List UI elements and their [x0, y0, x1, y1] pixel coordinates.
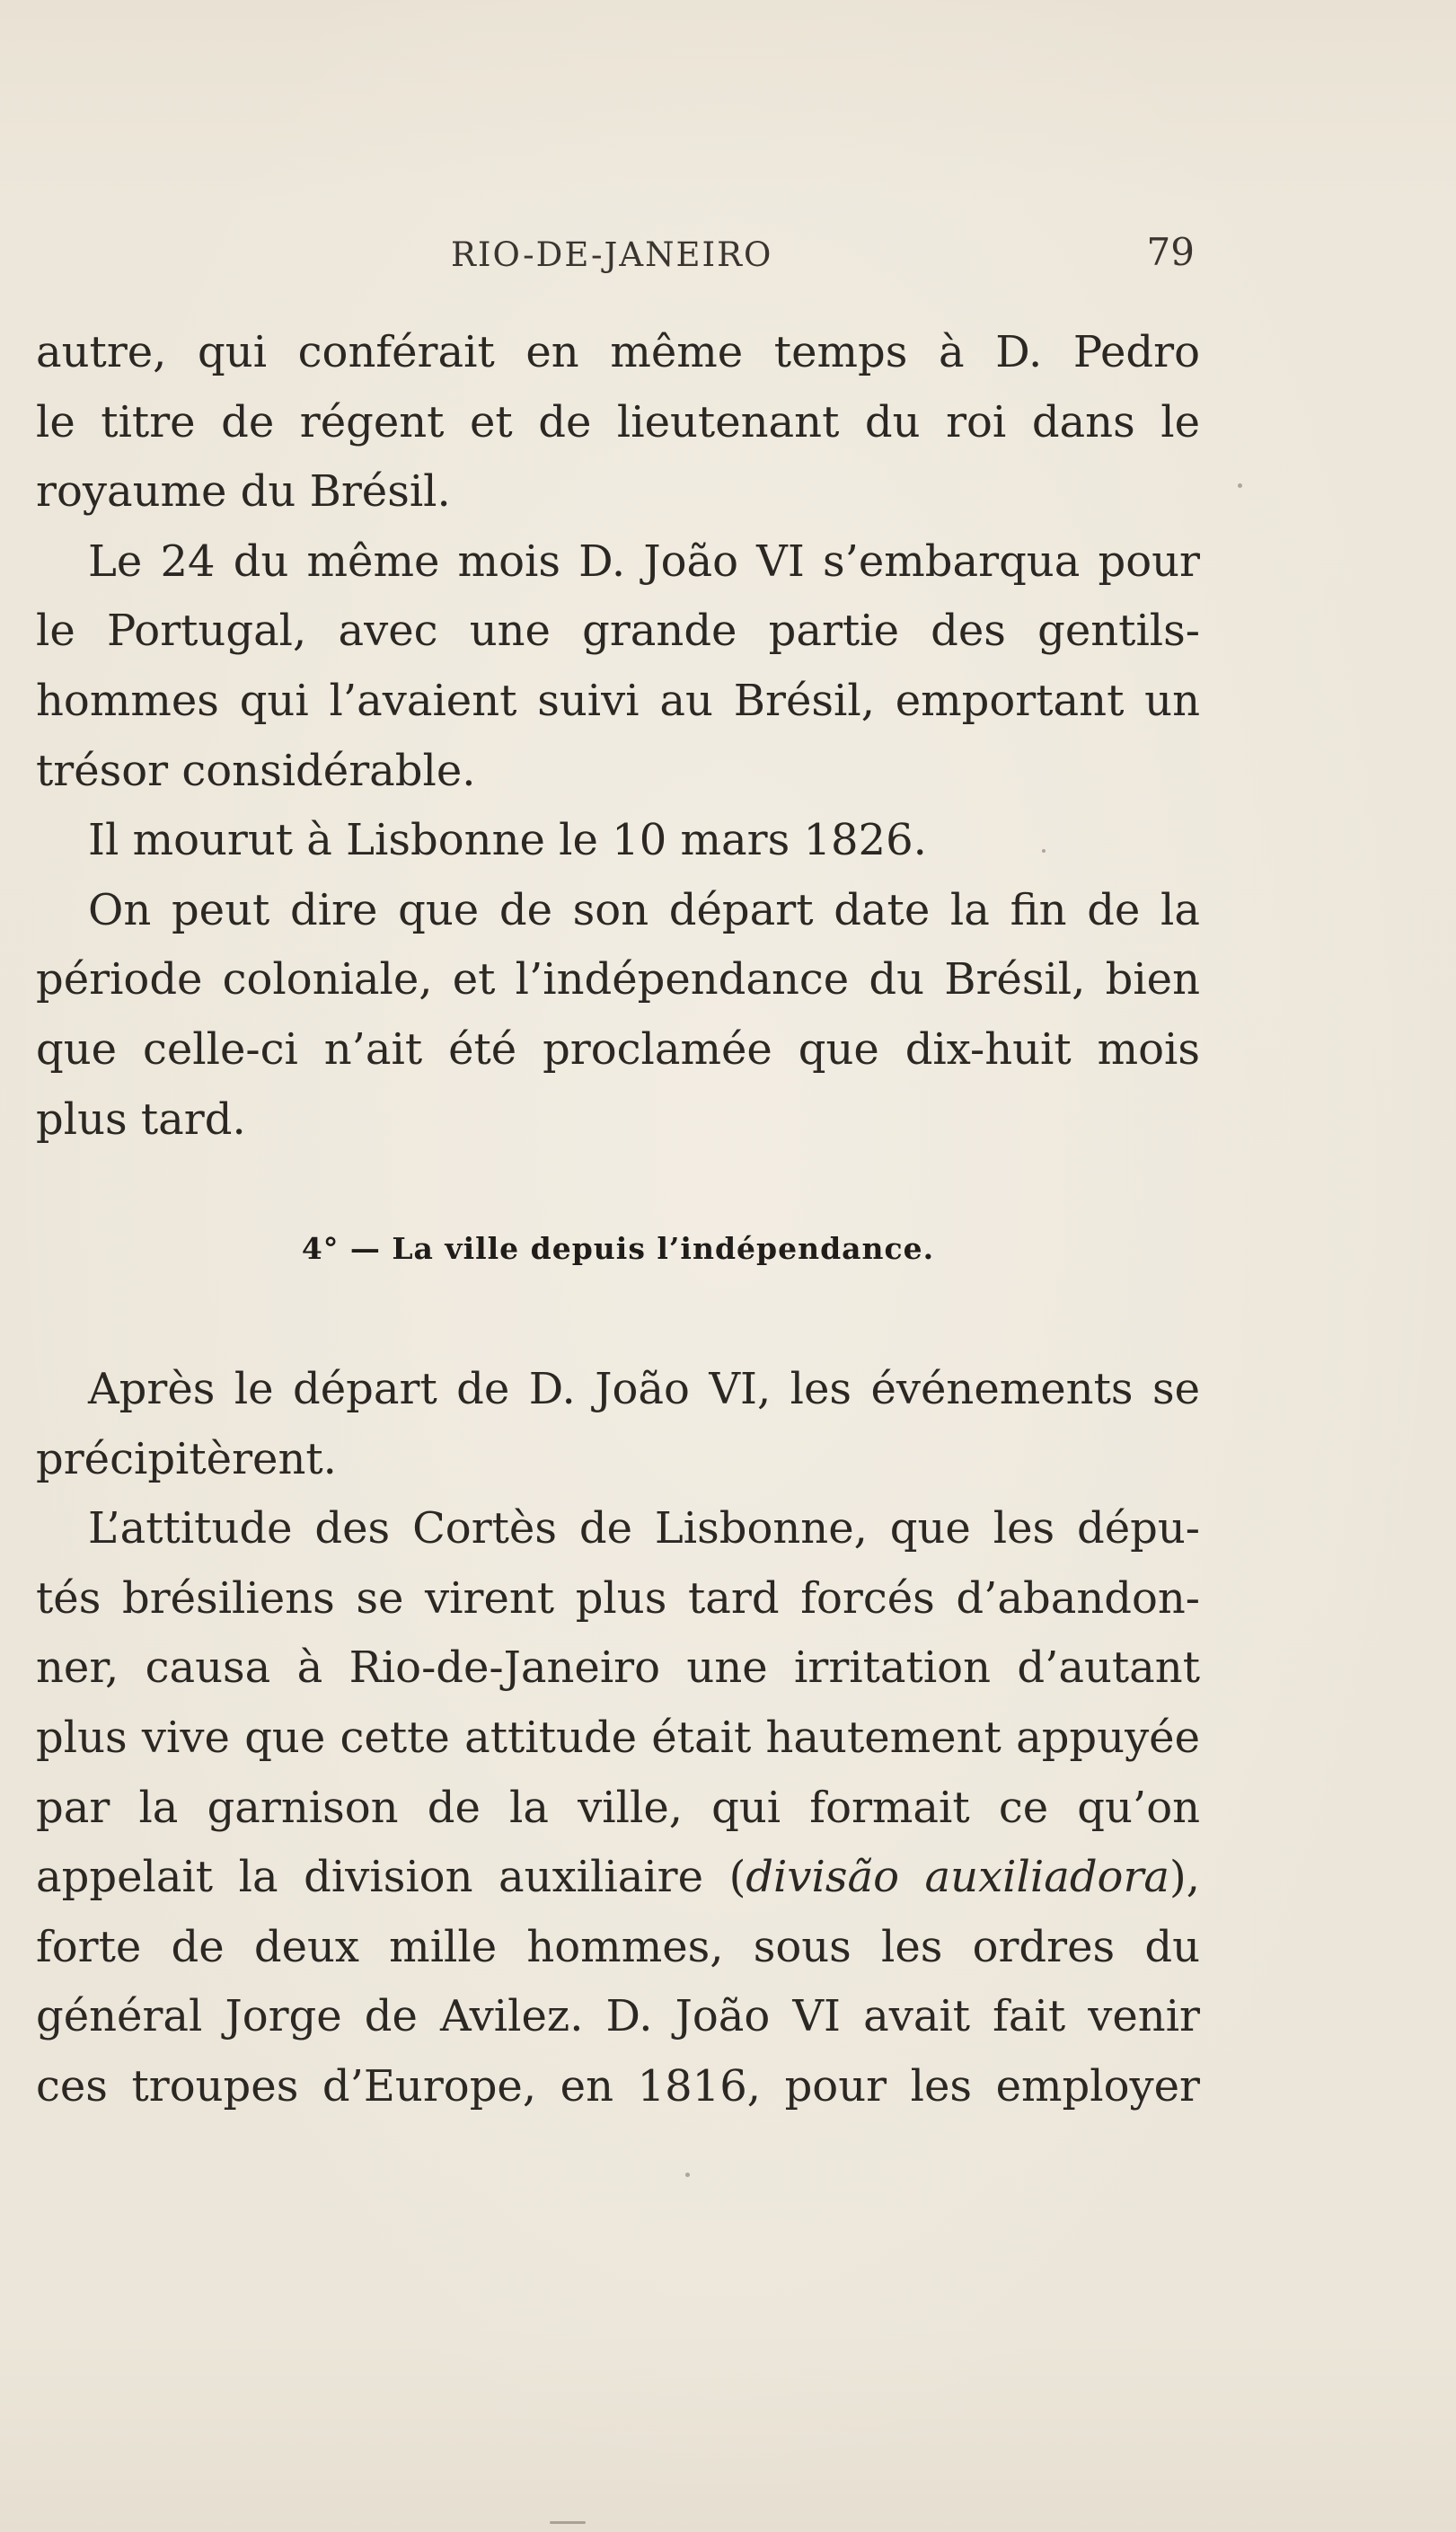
text-block-top: [36, 318, 1200, 1155]
text-segment: appelait la division auxiliaire (: [36, 1852, 746, 1903]
text-line: Après le départ de D. João VI, les événements se: [88, 1364, 1200, 1414]
text-line: Le 24 du même mois D. João VI s’embarqua pour: [88, 536, 1200, 587]
text-line: plus vive que cette attitude était hautement appuyée: [36, 1712, 1200, 1763]
text-line: général Jorge de Avilez. D. João VI avait fait venir: [36, 1991, 1200, 2042]
text-line: le Portugal, avec une grande partie des gentils-: [36, 606, 1200, 657]
text-line: tés brésiliens se virent plus tard forcés d’abandon-: [36, 1572, 1200, 1624]
paper-speck: [1238, 483, 1242, 488]
text-line: plus tard.: [36, 1093, 246, 1145]
paper-speck: [550, 2521, 586, 2524]
text-line: On peut dire que de son départ date la fin de la: [88, 884, 1200, 935]
text-line: Il mourut à Lisbonne le 10 mars 1826.: [88, 815, 927, 866]
text-line: autre, qui conférait en même temps à D. Pedro: [36, 327, 1200, 377]
text-line: que celle-ci n’ait été proclamée que dix-huit mois: [36, 1023, 1200, 1075]
text-line: forte de deux mille hommes, sous les ordres du: [36, 1921, 1200, 1972]
paper-speck: [1042, 849, 1046, 853]
text-line: précipitèrent.: [36, 1433, 337, 1484]
running-head: [36, 230, 1195, 280]
text-line: hommes qui l’avaient suivi au Brésil, emportant un: [36, 675, 1200, 726]
italic-term: divisão auxiliadora: [746, 1852, 1170, 1903]
text-line: L’attitude des Cortès de Lisbonne, que les dépu-: [88, 1503, 1200, 1554]
text-block-bottom: [36, 1355, 1200, 2122]
section-heading: 4° — La ville depuis l’indépendance.: [301, 1231, 935, 1266]
text-line: période coloniale, et l’indépendance du Brésil, bien: [36, 954, 1200, 1005]
page-number: 79: [1146, 230, 1195, 274]
running-title: RIO-DE-JANEIRO: [451, 235, 773, 274]
text-line: par la garnison de la ville, qui formait ce qu’on: [36, 1782, 1200, 1833]
text-line: trésor considérable.: [36, 745, 476, 796]
text-line: royaume du Brésil.: [36, 466, 451, 518]
text-line: ner, causa à Rio-de-Janeiro une irritation d’autant: [36, 1642, 1200, 1694]
text-line-with-italic: [36, 1843, 1200, 1913]
text-line: ces troupes d’Europe, en 1816, pour les employer: [36, 2060, 1200, 2111]
text-line: le titre de régent et de lieutenant du roi dans le: [36, 396, 1200, 447]
text-segment: ),: [1169, 1852, 1200, 1903]
paper-speck: [685, 2173, 690, 2177]
